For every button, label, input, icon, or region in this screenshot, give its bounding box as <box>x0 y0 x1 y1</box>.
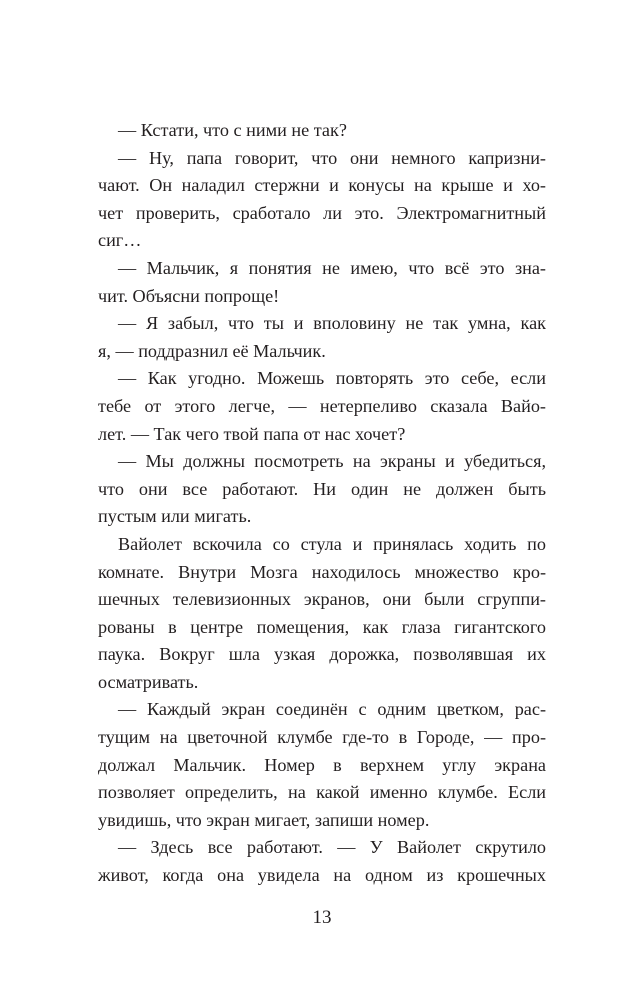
paragraph <box>98 145 546 255</box>
text-line: должал Мальчик. Номер в верхнем углу экрана <box>98 754 546 775</box>
text-line: — Как угодно. Можешь повторять это себе, если <box>118 368 546 389</box>
text-line: рованы в центре помещения, как глаза гигантского <box>98 616 546 637</box>
text-line: пустым или мигать. <box>98 506 252 527</box>
paragraph <box>98 531 546 697</box>
text-line: комнате. Внутри Мозга находилось множество кро- <box>98 561 546 582</box>
text-line: чают. Он наладил стержни и конусы на крыше и хо- <box>98 175 546 196</box>
text-line: тущим на цветочной клумбе где-то в Городе, — про- <box>98 727 546 748</box>
text-line: позволяет определить, на какой именно клумбе. Если <box>98 782 546 803</box>
paragraph <box>98 117 546 145</box>
paragraph <box>98 448 546 531</box>
paragraph <box>98 834 546 889</box>
text-line: я, — поддразнил её Мальчик. <box>98 340 326 361</box>
text-line: — Ну, папа говорит, что они немного капризни- <box>118 147 546 168</box>
text-line: — Каждый экран соединён с одним цветком, рас- <box>118 699 546 720</box>
text-line: шечных телевизионных экранов, они были сгруппи- <box>98 589 546 610</box>
text-line: сиг… <box>98 230 142 251</box>
text-line: живот, когда она увидела на одном из крошечных <box>98 865 546 886</box>
paragraph <box>98 255 546 310</box>
text-line: осматривать. <box>98 671 199 692</box>
text-line: увидишь, что экран мигает, запиши номер. <box>98 809 430 830</box>
text-line: чет проверить, сработало ли это. Электромагнитный <box>98 202 546 223</box>
text-line: Вайолет вскочила со стула и принялась ходить по <box>118 533 546 554</box>
paragraph <box>98 696 546 834</box>
paragraph <box>98 365 546 448</box>
text-line: — Мальчик, я понятия не имею, что всё это зна- <box>118 257 546 278</box>
text-line: — Я забыл, что ты и вполовину не так умна, как <box>118 313 546 334</box>
text-line: чит. Объясни попроще! <box>98 285 280 306</box>
text-line: — Мы должны посмотреть на экраны и убедиться, <box>118 451 546 472</box>
paragraph <box>98 310 546 365</box>
text-line: что они все работают. Ни один не должен быть <box>98 478 546 499</box>
text-line: лет. — Так чего твой папа от нас хочет? <box>98 423 406 444</box>
text-line: — Кстати, что с ними не так? <box>118 120 347 140</box>
text-line: паука. Вокруг шла узкая дорожка, позволявшая их <box>98 644 546 665</box>
text-block <box>98 117 546 890</box>
text-line: тебе от этого легче, — нетерпеливо сказала Вайо- <box>98 395 546 416</box>
text-line: — Здесь все работают. — У Вайолет скрутило <box>118 837 546 858</box>
page-number: 13 <box>312 907 332 928</box>
